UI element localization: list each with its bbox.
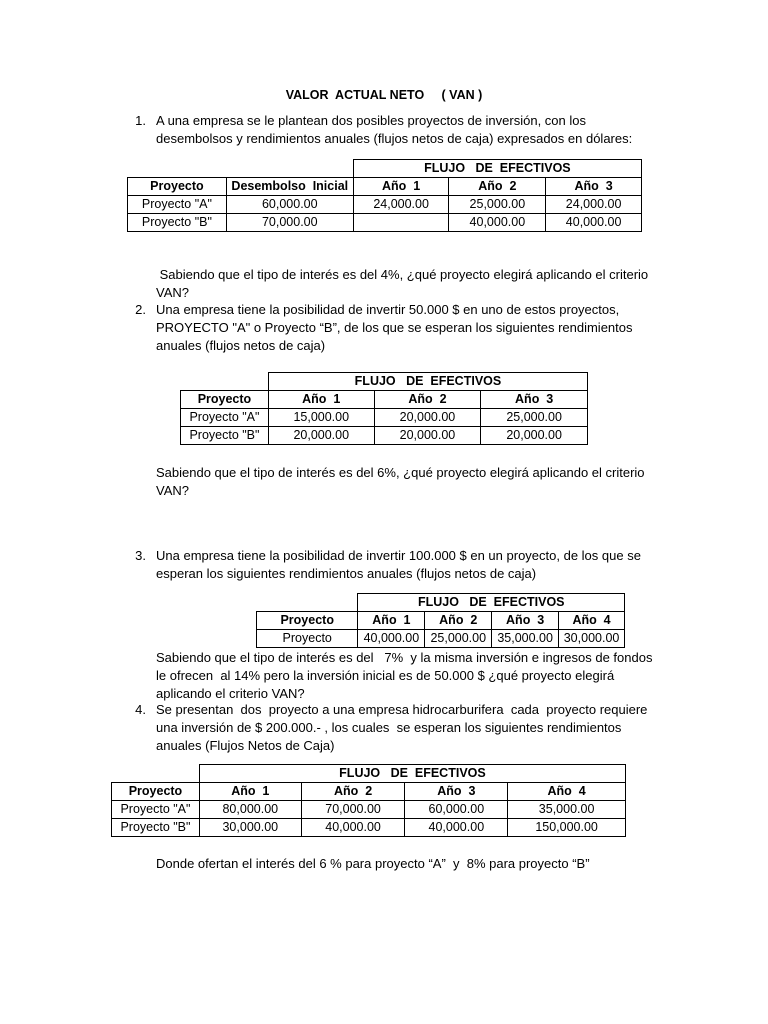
table-cell: Proyecto "A" [112,801,200,819]
q1-table-spacer [128,160,354,178]
q3-header-year2: Año 2 [425,612,492,630]
table-cell: 30,000.00 [559,630,625,648]
table-cell: 40,000.00 [358,630,425,648]
q1-header-year2: Año 2 [449,178,546,196]
q4-table [111,764,626,837]
table-cell: 35,000.00 [508,801,626,819]
q4-header-proyecto: Proyecto [112,783,200,801]
q3-question: Sabiendo que el tipo de interés es del 7% y la misma inversión e ingresos de fondos le ofrecen al 14% pero la inversión inicial es de 50.000 $ ¿qué proyecto elegirá aplicando el criterio VAN? [156,650,657,701]
q4-header-year2: Año 2 [301,783,405,801]
table-cell: 40,000.00 [546,214,642,232]
table-cell: 30,000.00 [199,819,301,837]
q3-table-spacer [257,594,358,612]
q4-header-year4: Año 4 [508,783,626,801]
q2-question: Sabiendo que el tipo de interés es del 6%, ¿qué proyecto elegirá aplicando el criterio VAN? [156,465,645,498]
table-cell: 20,000.00 [374,427,481,445]
q1-table [127,159,642,232]
q2-number: 2. [135,302,146,317]
table-cell: Proyecto "A" [181,409,269,427]
table-cell: 40,000.00 [449,214,546,232]
table-row [128,196,642,214]
q3-header-year3: Año 3 [492,612,559,630]
q1-number: 1. [135,113,146,128]
q3-header-year1: Año 1 [358,612,425,630]
q2-header-year2: Año 2 [374,391,481,409]
q3-header-proyecto: Proyecto [257,612,358,630]
q2-table-group-header: FLUJO DE EFECTIVOS [268,373,587,391]
table-cell: 40,000.00 [405,819,508,837]
table-cell: 60,000.00 [226,196,353,214]
q4-number: 4. [135,702,146,717]
q3-number: 3. [135,548,146,563]
table-cell: Proyecto [257,630,358,648]
q4-text: Se presentan dos proyecto a una empresa hidrocarburifera cada proyecto requiere una inversión de $ 200.000.- , los cuales se esperan los siguientes rendimientos anuales (Flujos Netos de Caja) [156,702,652,753]
q4-header-year1: Año 1 [199,783,301,801]
table-row [181,427,588,445]
q1-question: Sabiendo que el tipo de interés es del 4%, ¿qué proyecto elegirá aplicando el criterio VAN? [156,267,652,300]
table-row [112,801,626,819]
q1-header-desembolso: Desembolso Inicial [226,178,353,196]
table-cell: Proyecto "B" [112,819,200,837]
page-title: VALOR ACTUAL NETO ( VAN ) [285,88,483,102]
table-row [181,409,588,427]
table-row [112,819,626,837]
table-row [257,630,625,648]
table-cell: 60,000.00 [405,801,508,819]
table-cell: 20,000.00 [481,427,588,445]
table-cell: 24,000.00 [353,196,449,214]
q1-text: A una empresa se le plantean dos posibles proyectos de inversión, con los desembolsos y rendimientos anuales (flujos netos de caja) expresados en dólares: [156,113,633,146]
table-cell: 25,000.00 [425,630,492,648]
q1-table-group-header: FLUJO DE EFECTIVOS [353,160,641,178]
table-cell: 70,000.00 [226,214,353,232]
table-cell: 25,000.00 [481,409,588,427]
table-cell [353,214,449,232]
table-cell: Proyecto "B" [181,427,269,445]
q2-header-year3: Año 3 [481,391,588,409]
table-cell: 150,000.00 [508,819,626,837]
table-cell: 40,000.00 [301,819,405,837]
table-cell: 35,000.00 [492,630,559,648]
q2-table [180,372,588,445]
q4-table-spacer [112,765,200,783]
q4-table-group-header: FLUJO DE EFECTIVOS [199,765,625,783]
q3-text: Una empresa tiene la posibilidad de invertir 100.000 $ en un proyecto, de los que se esperan los siguientes rendimientos anuales (flujos netos de caja) [156,548,641,581]
table-cell: Proyecto "A" [128,196,227,214]
q3-table-group-header: FLUJO DE EFECTIVOS [358,594,625,612]
q2-table-spacer [181,373,269,391]
q3-header-year4: Año 4 [559,612,625,630]
table-cell: 24,000.00 [546,196,642,214]
table-cell: 15,000.00 [268,409,374,427]
table-cell: 80,000.00 [199,801,301,819]
q1-header-year3: Año 3 [546,178,642,196]
table-row [128,214,642,232]
table-cell: 20,000.00 [374,409,481,427]
q2-text: Una empresa tiene la posibilidad de invertir 50.000 $ en uno de estos proyectos, PROYECTO "A" o Proyecto “B”, de los que se esperan los siguientes rendimientos anuales (flujos netos de caja) [156,302,633,353]
q2-header-year1: Año 1 [268,391,374,409]
table-cell: 70,000.00 [301,801,405,819]
q3-table [256,593,625,648]
table-cell: 25,000.00 [449,196,546,214]
q1-header-year1: Año 1 [353,178,449,196]
q1-header-proyecto: Proyecto [128,178,227,196]
q4-header-year3: Año 3 [405,783,508,801]
table-cell: 20,000.00 [268,427,374,445]
table-cell: Proyecto "B" [128,214,227,232]
q4-note: Donde ofertan el interés del 6 % para proyecto “A” y 8% para proyecto “B” [156,856,590,871]
q2-header-proyecto: Proyecto [181,391,269,409]
